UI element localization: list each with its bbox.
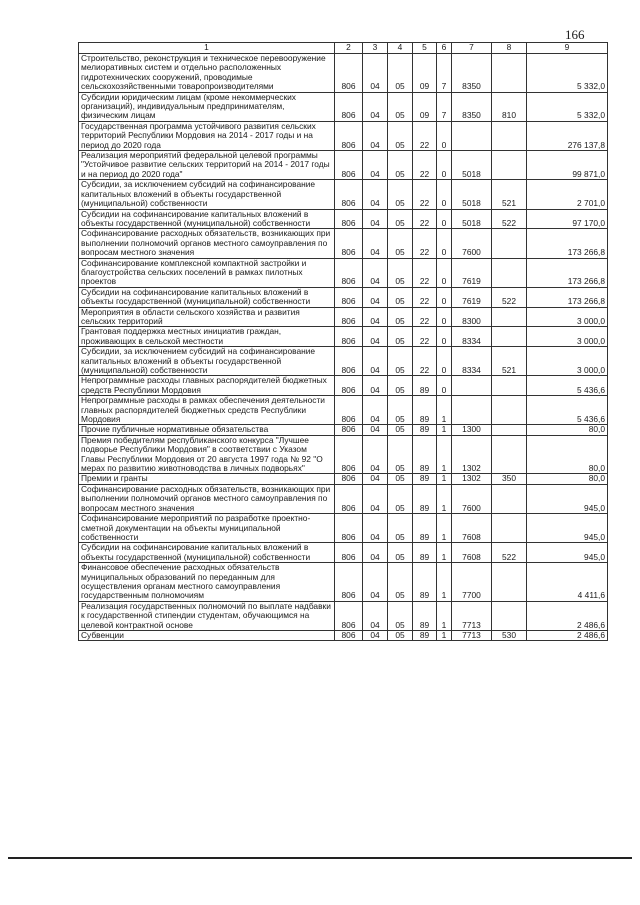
amount-cell: 4 411,6: [527, 563, 608, 602]
subsection-code-cell: 05: [388, 307, 413, 327]
subprogram-code-cell: 0: [437, 258, 452, 287]
direction-code-cell: 1300: [452, 425, 492, 435]
program-code-cell: 89: [413, 425, 437, 435]
ministry-code-cell: 806: [335, 601, 363, 630]
section-code-cell: 04: [363, 543, 388, 563]
amount-cell: 945,0: [527, 514, 608, 543]
section-code-cell: 04: [363, 92, 388, 121]
section-code-cell: 04: [363, 474, 388, 484]
amount-cell: 173 266,8: [527, 287, 608, 307]
amount-cell: 80,0: [527, 435, 608, 474]
ministry-code-cell: 806: [335, 630, 363, 640]
amount-cell: 3 000,0: [527, 307, 608, 327]
direction-code-cell: 8350: [452, 54, 492, 93]
direction-code-cell: 8334: [452, 347, 492, 376]
amount-cell: 5 436,6: [527, 376, 608, 396]
expense-type-code-cell: 810: [492, 92, 527, 121]
table-row: [79, 229, 608, 258]
program-code-cell: 22: [413, 209, 437, 229]
subsection-code-cell: 05: [388, 258, 413, 287]
bottom-divider: [8, 857, 632, 859]
program-code-cell: 22: [413, 347, 437, 376]
subsection-code-cell: 05: [388, 151, 413, 180]
ministry-code-cell: 806: [335, 121, 363, 150]
subsection-code-cell: 05: [388, 563, 413, 602]
section-code-cell: 04: [363, 563, 388, 602]
direction-code-cell: 5018: [452, 180, 492, 209]
row-name-cell: Субсидии на софинансирование капитальных вложений в объекты государственной (муниципальной) собственности: [79, 543, 335, 563]
subprogram-code-cell: 1: [437, 601, 452, 630]
section-code-cell: 04: [363, 601, 388, 630]
subsection-code-cell: 05: [388, 484, 413, 513]
column-header: 9: [527, 43, 608, 54]
ministry-code-cell: 806: [335, 376, 363, 396]
ministry-code-cell: 806: [335, 307, 363, 327]
subsection-code-cell: 05: [388, 347, 413, 376]
ministry-code-cell: 806: [335, 347, 363, 376]
subprogram-code-cell: 1: [437, 474, 452, 484]
amount-cell: 945,0: [527, 484, 608, 513]
subsection-code-cell: 05: [388, 425, 413, 435]
subprogram-code-cell: 0: [437, 229, 452, 258]
ministry-code-cell: 806: [335, 327, 363, 347]
subsection-code-cell: 05: [388, 435, 413, 474]
ministry-code-cell: 806: [335, 151, 363, 180]
subprogram-code-cell: 0: [437, 287, 452, 307]
ministry-code-cell: 806: [335, 435, 363, 474]
table-row: [79, 121, 608, 150]
ministry-code-cell: 806: [335, 54, 363, 93]
expense-type-code-cell: [492, 435, 527, 474]
row-name-cell: Реализация мероприятий федеральной целевой программы "Устойчивое развитие сельских территорий на 2014 - 2017 годы и на период до 2020 года": [79, 151, 335, 180]
table-row: [79, 180, 608, 209]
program-code-cell: 89: [413, 396, 437, 425]
direction-code-cell: 7619: [452, 287, 492, 307]
expense-type-code-cell: 522: [492, 287, 527, 307]
program-code-cell: 22: [413, 151, 437, 180]
subsection-code-cell: 05: [388, 327, 413, 347]
table-row: [79, 514, 608, 543]
ministry-code-cell: 806: [335, 92, 363, 121]
program-code-cell: 22: [413, 327, 437, 347]
section-code-cell: 04: [363, 347, 388, 376]
program-code-cell: 22: [413, 258, 437, 287]
subsection-code-cell: 05: [388, 54, 413, 93]
table-header-row: [79, 43, 608, 54]
section-code-cell: 04: [363, 209, 388, 229]
expense-type-code-cell: 521: [492, 347, 527, 376]
program-code-cell: 89: [413, 543, 437, 563]
direction-code-cell: 5018: [452, 151, 492, 180]
program-code-cell: 22: [413, 287, 437, 307]
amount-cell: 173 266,8: [527, 229, 608, 258]
expense-type-code-cell: [492, 601, 527, 630]
subprogram-code-cell: 1: [437, 484, 452, 513]
table-row: [79, 151, 608, 180]
row-name-cell: Грантовая поддержка местных инициатив граждан, проживающих в сельской местности: [79, 327, 335, 347]
subprogram-code-cell: 0: [437, 121, 452, 150]
subsection-code-cell: 05: [388, 209, 413, 229]
ministry-code-cell: 806: [335, 396, 363, 425]
subsection-code-cell: 05: [388, 514, 413, 543]
ministry-code-cell: 806: [335, 484, 363, 513]
subsection-code-cell: 05: [388, 121, 413, 150]
section-code-cell: 04: [363, 425, 388, 435]
program-code-cell: 89: [413, 474, 437, 484]
expense-type-code-cell: [492, 307, 527, 327]
direction-code-cell: 7713: [452, 601, 492, 630]
direction-code-cell: 7608: [452, 543, 492, 563]
subprogram-code-cell: 0: [437, 209, 452, 229]
ministry-code-cell: 806: [335, 229, 363, 258]
direction-code-cell: 7700: [452, 563, 492, 602]
subsection-code-cell: 05: [388, 601, 413, 630]
ministry-code-cell: 806: [335, 209, 363, 229]
ministry-code-cell: 806: [335, 258, 363, 287]
table-row: [79, 630, 608, 640]
row-name-cell: Непрограммные расходы в рамках обеспечения деятельности главных распорядителей бюджетных средств Республики Мордовия: [79, 396, 335, 425]
subsection-code-cell: 05: [388, 543, 413, 563]
column-header: 6: [437, 43, 452, 54]
table-body: [79, 54, 608, 641]
subprogram-code-cell: 0: [437, 180, 452, 209]
expense-type-code-cell: 522: [492, 543, 527, 563]
amount-cell: 97 170,0: [527, 209, 608, 229]
ministry-code-cell: 806: [335, 474, 363, 484]
amount-cell: 80,0: [527, 425, 608, 435]
expense-type-code-cell: [492, 151, 527, 180]
direction-code-cell: [452, 376, 492, 396]
section-code-cell: 04: [363, 307, 388, 327]
expense-type-code-cell: [492, 258, 527, 287]
page-number: 166: [565, 27, 585, 42]
table-row: [79, 347, 608, 376]
subsection-code-cell: 05: [388, 180, 413, 209]
program-code-cell: 09: [413, 92, 437, 121]
program-code-cell: 22: [413, 307, 437, 327]
table-row: [79, 376, 608, 396]
ministry-code-cell: 806: [335, 563, 363, 602]
row-name-cell: Реализация государственных полномочий по выплате надбавки к государственной стипендии студентам, обучающимся на целевой контрактной основе: [79, 601, 335, 630]
subsection-code-cell: 05: [388, 92, 413, 121]
direction-code-cell: 7600: [452, 484, 492, 513]
table-row: [79, 209, 608, 229]
subsection-code-cell: 05: [388, 376, 413, 396]
expense-type-code-cell: [492, 121, 527, 150]
section-code-cell: 04: [363, 229, 388, 258]
direction-code-cell: 8334: [452, 327, 492, 347]
ministry-code-cell: 806: [335, 287, 363, 307]
row-name-cell: Софинансирование комплексной компактной застройки и благоустройства сельских поселений в рамках пилотных проектов: [79, 258, 335, 287]
column-header: 1: [79, 43, 335, 54]
table-row: [79, 287, 608, 307]
program-code-cell: 22: [413, 121, 437, 150]
amount-cell: 5 332,0: [527, 54, 608, 93]
row-name-cell: Субсидии на софинансирование капитальных вложений в объекты государственной (муниципальной) собственности: [79, 287, 335, 307]
table-row: [79, 258, 608, 287]
direction-code-cell: 8300: [452, 307, 492, 327]
subprogram-code-cell: 7: [437, 92, 452, 121]
table-row: [79, 435, 608, 474]
direction-code-cell: [452, 121, 492, 150]
subprogram-code-cell: 0: [437, 307, 452, 327]
subprogram-code-cell: 1: [437, 630, 452, 640]
subprogram-code-cell: 1: [437, 396, 452, 425]
amount-cell: 945,0: [527, 543, 608, 563]
program-code-cell: 89: [413, 484, 437, 513]
section-code-cell: 04: [363, 514, 388, 543]
program-code-cell: 89: [413, 630, 437, 640]
section-code-cell: 04: [363, 54, 388, 93]
section-code-cell: 04: [363, 258, 388, 287]
subprogram-code-cell: 7: [437, 54, 452, 93]
section-code-cell: 04: [363, 121, 388, 150]
program-code-cell: 89: [413, 376, 437, 396]
column-header: 2: [335, 43, 363, 54]
program-code-cell: 22: [413, 180, 437, 209]
table-row: [79, 563, 608, 602]
table-row: [79, 474, 608, 484]
amount-cell: 3 000,0: [527, 347, 608, 376]
table-row: [79, 484, 608, 513]
section-code-cell: 04: [363, 180, 388, 209]
table-row: [79, 601, 608, 630]
row-name-cell: Мероприятия в области сельского хозяйства и развития сельских территорий: [79, 307, 335, 327]
table-row: [79, 543, 608, 563]
row-name-cell: Премии и гранты: [79, 474, 335, 484]
direction-code-cell: 1302: [452, 435, 492, 474]
direction-code-cell: 8350: [452, 92, 492, 121]
section-code-cell: 04: [363, 396, 388, 425]
table-row: [79, 327, 608, 347]
direction-code-cell: 7600: [452, 229, 492, 258]
amount-cell: 99 871,0: [527, 151, 608, 180]
row-name-cell: Субвенции: [79, 630, 335, 640]
budget-table: [78, 42, 608, 641]
ministry-code-cell: 806: [335, 425, 363, 435]
column-header: 5: [413, 43, 437, 54]
row-name-cell: Субсидии, за исключением субсидий на софинансирование капитальных вложений в объекты государственной (муниципальной) собственности: [79, 347, 335, 376]
section-code-cell: 04: [363, 376, 388, 396]
subsection-code-cell: 05: [388, 474, 413, 484]
row-name-cell: Государственная программа устойчивого развития сельских территорий Республики Мордовия на 2014 - 2017 годы и на период до 2020 года: [79, 121, 335, 150]
subprogram-code-cell: 0: [437, 347, 452, 376]
direction-code-cell: 7608: [452, 514, 492, 543]
expense-type-code-cell: 521: [492, 180, 527, 209]
amount-cell: 2 486,6: [527, 601, 608, 630]
subsection-code-cell: 05: [388, 630, 413, 640]
subprogram-code-cell: 1: [437, 514, 452, 543]
column-header: 3: [363, 43, 388, 54]
direction-code-cell: [452, 396, 492, 425]
column-header: 8: [492, 43, 527, 54]
amount-cell: 5 436,6: [527, 396, 608, 425]
expense-type-code-cell: [492, 54, 527, 93]
amount-cell: 173 266,8: [527, 258, 608, 287]
amount-cell: 2 701,0: [527, 180, 608, 209]
ministry-code-cell: 806: [335, 514, 363, 543]
row-name-cell: Софинансирование расходных обязательств, возникающих при выполнении полномочий органов местного самоуправления по вопросам местного значения: [79, 484, 335, 513]
amount-cell: 5 332,0: [527, 92, 608, 121]
section-code-cell: 04: [363, 151, 388, 180]
row-name-cell: Строительство, реконструкция и техническое перевооружение мелиоративных систем и отдельно расположенных гидротехнических сооружений, проводимые сельскохозяйственными товаропроизводителями: [79, 54, 335, 93]
subsection-code-cell: 05: [388, 396, 413, 425]
table-row: [79, 425, 608, 435]
amount-cell: 2 486,6: [527, 630, 608, 640]
column-header: 7: [452, 43, 492, 54]
row-name-cell: Софинансирование мероприятий по разработке проектно-сметной документации на объекты муниципальной собственности: [79, 514, 335, 543]
section-code-cell: 04: [363, 630, 388, 640]
expense-type-code-cell: 350: [492, 474, 527, 484]
ministry-code-cell: 806: [335, 543, 363, 563]
expense-type-code-cell: 530: [492, 630, 527, 640]
row-name-cell: Субсидии юридическим лицам (кроме некоммерческих организаций), индивидуальным предпринимателям, физическим лицам: [79, 92, 335, 121]
subsection-code-cell: 05: [388, 287, 413, 307]
direction-code-cell: 5018: [452, 209, 492, 229]
program-code-cell: 89: [413, 601, 437, 630]
expense-type-code-cell: [492, 425, 527, 435]
expense-type-code-cell: [492, 563, 527, 602]
row-name-cell: Премия победителям республиканского конкурса "Лучшее подворье Республики Мордовия" в соответствии с Указом Главы Республики Мордовия от 20 августа 1997 года № 92 "О мерах по развитию животноводства в личных подворьях": [79, 435, 335, 474]
table-row: [79, 92, 608, 121]
table-row: [79, 307, 608, 327]
section-code-cell: 04: [363, 435, 388, 474]
section-code-cell: 04: [363, 287, 388, 307]
subprogram-code-cell: 0: [437, 327, 452, 347]
program-code-cell: 09: [413, 54, 437, 93]
subsection-code-cell: 05: [388, 229, 413, 258]
subprogram-code-cell: 1: [437, 425, 452, 435]
program-code-cell: 89: [413, 514, 437, 543]
section-code-cell: 04: [363, 484, 388, 513]
ministry-code-cell: 806: [335, 180, 363, 209]
expense-type-code-cell: [492, 327, 527, 347]
section-code-cell: 04: [363, 327, 388, 347]
subprogram-code-cell: 1: [437, 435, 452, 474]
amount-cell: 80,0: [527, 474, 608, 484]
expense-type-code-cell: [492, 396, 527, 425]
table-row: [79, 396, 608, 425]
row-name-cell: Прочие публичные нормативные обязательства: [79, 425, 335, 435]
program-code-cell: 89: [413, 435, 437, 474]
expense-type-code-cell: [492, 514, 527, 543]
expense-type-code-cell: [492, 376, 527, 396]
program-code-cell: 89: [413, 563, 437, 602]
row-name-cell: Софинансирование расходных обязательств, возникающих при выполнении полномочий органов местного самоуправления по вопросам местного значения: [79, 229, 335, 258]
row-name-cell: Непрограммные расходы главных распорядителей бюджетных средств Республики Мордовия: [79, 376, 335, 396]
row-name-cell: Субсидии на софинансирование капитальных вложений в объекты государственной (муниципальной) собственности: [79, 209, 335, 229]
amount-cell: 276 137,8: [527, 121, 608, 150]
amount-cell: 3 000,0: [527, 327, 608, 347]
direction-code-cell: 7619: [452, 258, 492, 287]
direction-code-cell: 7713: [452, 630, 492, 640]
direction-code-cell: 1302: [452, 474, 492, 484]
expense-type-code-cell: [492, 229, 527, 258]
subprogram-code-cell: 1: [437, 563, 452, 602]
table-row: [79, 54, 608, 93]
column-header: 4: [388, 43, 413, 54]
subprogram-code-cell: 0: [437, 376, 452, 396]
row-name-cell: Субсидии, за исключением субсидий на софинансирование капитальных вложений в объекты государственной (муниципальной) собственности: [79, 180, 335, 209]
subprogram-code-cell: 0: [437, 151, 452, 180]
expense-type-code-cell: 522: [492, 209, 527, 229]
program-code-cell: 22: [413, 229, 437, 258]
subprogram-code-cell: 1: [437, 543, 452, 563]
expense-type-code-cell: [492, 484, 527, 513]
row-name-cell: Финансовое обеспечение расходных обязательств муниципальных образований по переданным для осуществления органам местного самоуправления государственным полномочиям: [79, 563, 335, 602]
